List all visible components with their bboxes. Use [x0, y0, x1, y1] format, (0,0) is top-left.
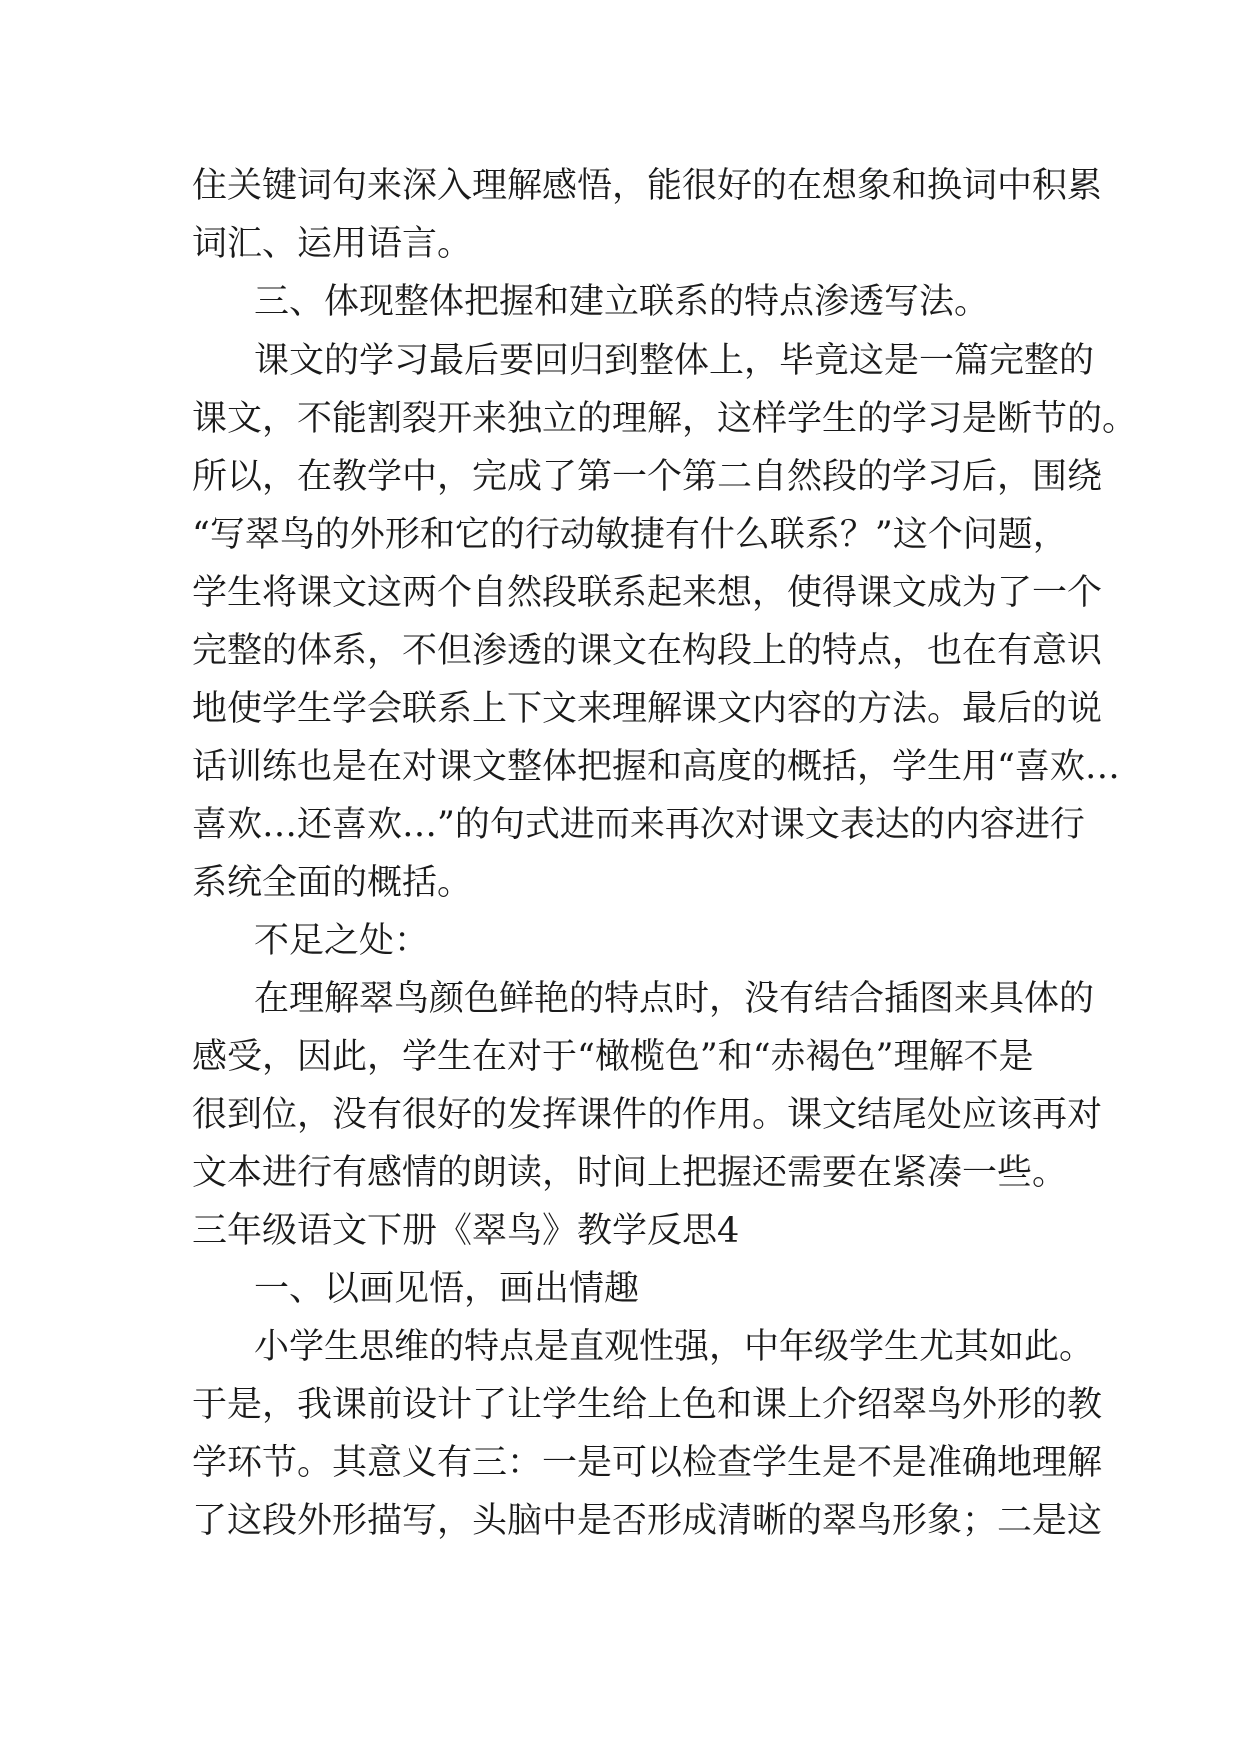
paragraph-line: 学环节。其意义有三：一是可以检查学生是不是准确地理解: [192, 1443, 1103, 1483]
paragraph-line: 于是，我课前设计了让学生给上色和课上介绍翠鸟外形的教: [192, 1385, 1103, 1425]
paragraph-line: 小学生思维的特点是直观性强，中年级学生尤其如此。: [254, 1327, 1095, 1367]
paragraph-line: “写翠鸟的外形和它的行动敏捷有什么联系？”这个问题，: [192, 515, 1068, 555]
document-title: 三年级语文下册《翠鸟》教学反思4: [192, 1211, 740, 1251]
paragraph-line: 文本进行有感情的朗读，时间上把握还需要在紧凑一些。: [192, 1153, 1068, 1193]
paragraph-line: 系统全面的概括。: [192, 863, 473, 903]
paragraph-line: 很到位，没有很好的发挥课件的作用。课文结尾处应该再对: [192, 1095, 1103, 1135]
paragraph-line: 所以，在教学中，完成了第一个第二自然段的学习后，围绕: [192, 457, 1103, 497]
paragraph-line: 在理解翠鸟颜色鲜艳的特点时，没有结合插图来具体的: [254, 979, 1095, 1019]
paragraph-line: 学生将课文这两个自然段联系起来想，使得课文成为了一个: [192, 573, 1103, 613]
paragraph-line: 住关键词句来深入理解感悟，能很好的在想象和换词中积累: [192, 166, 1103, 206]
paragraph-line: 了这段外形描写，头脑中是否形成清晰的翠鸟形象；二是这: [192, 1501, 1103, 1541]
section-heading: 不足之处：: [254, 921, 430, 961]
paragraph-line: 话训练也是在对课文整体把握和高度的概括，学生用“喜欢…: [192, 747, 1120, 787]
paragraph-line: 地使学生学会联系上下文来理解课文内容的方法。最后的说: [192, 689, 1103, 729]
paragraph-line: 课文的学习最后要回归到整体上，毕竟这是一篇完整的: [254, 341, 1095, 381]
section-heading: 一、以画见悟，画出情趣: [254, 1269, 640, 1309]
paragraph-line: 词汇、运用语言。: [192, 224, 473, 264]
paragraph-line: 完整的体系，不但渗透的课文在构段上的特点，也在有意识: [192, 631, 1103, 671]
paragraph-line: 感受，因此，学生在对于“橄榄色”和“赤褐色”理解不是: [192, 1037, 1034, 1077]
paragraph-line: 课文，不能割裂开来独立的理解，这样学生的学习是断节的。: [192, 399, 1138, 439]
paragraph-line: 喜欢…还喜欢…”的句式进而来再次对课文表达的内容进行: [192, 805, 1085, 845]
section-heading: 三、体现整体把握和建立联系的特点渗透写法。: [254, 282, 990, 322]
